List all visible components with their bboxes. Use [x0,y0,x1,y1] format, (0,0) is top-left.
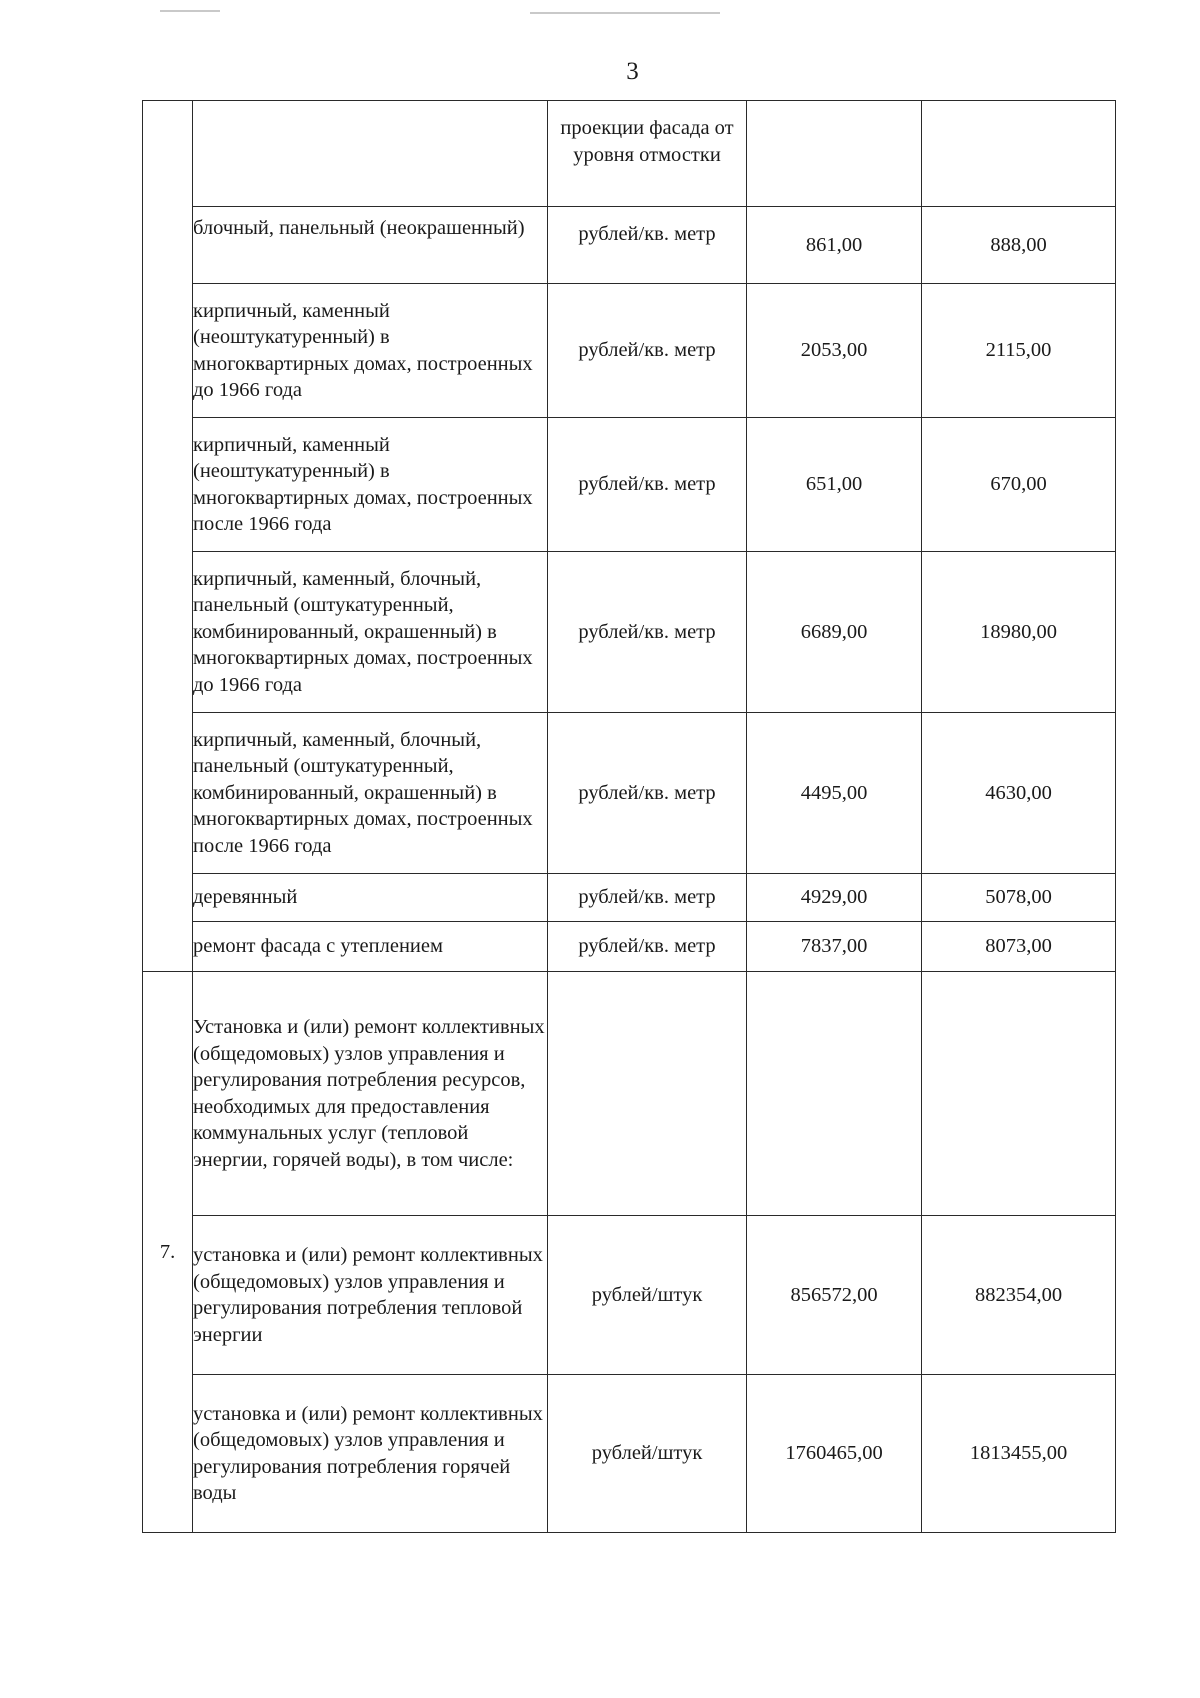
unit-cell [548,972,747,1216]
unit-cell: рублей/кв. метр [548,207,747,284]
table-row [143,972,1116,1216]
unit-cell: проекции фасада от уровня отмостки [548,101,747,207]
unit-cell: рублей/кв. метр [548,284,747,418]
work-name-cell: кирпичный, каменный (неоштукатуренный) в многоквартирных домах, построенных до 1966 года [193,284,548,418]
value-cell-1: 1760465,00 [747,1375,922,1533]
table-row [143,713,1116,874]
table-row [143,1375,1116,1533]
work-name-cell: кирпичный, каменный (неоштукатуренный) в многоквартирных домах, построенных после 1966 года [193,418,548,552]
value-cell-2: 2115,00 [922,284,1116,418]
value-cell-2: 5078,00 [922,874,1116,922]
value-cell-2: 888,00 [922,207,1116,284]
table-row [143,1216,1116,1375]
work-name-cell: кирпичный, каменный, блочный, панельный (оштукатуренный, комбинированный, окрашенный) в многоквартирных домах, построенных до 1966 года [193,552,548,713]
table-row [143,284,1116,418]
work-name-cell: блочный, панельный (неокрашенный) [193,207,548,284]
value-cell-1: 7837,00 [747,922,922,972]
value-cell-2: 4630,00 [922,713,1116,874]
work-name-cell [193,101,548,207]
value-cell-1: 651,00 [747,418,922,552]
value-cell-1: 2053,00 [747,284,922,418]
value-cell-2 [922,101,1116,207]
table-row [143,552,1116,713]
work-name-cell: установка и (или) ремонт коллективных (общедомовых) узлов управления и регулирования потребления горячей воды [193,1375,548,1533]
unit-cell: рублей/кв. метр [548,713,747,874]
unit-cell: рублей/кв. метр [548,418,747,552]
value-cell-2: 882354,00 [922,1216,1116,1375]
table-row [143,418,1116,552]
row-number-cell: 7. [143,972,193,1533]
work-name-cell: кирпичный, каменный, блочный, панельный (оштукатуренный, комбинированный, окрашенный) в многоквартирных домах, построенных после 1966 года [193,713,548,874]
tariff-table [142,100,1116,1533]
work-name-cell: установка и (или) ремонт коллективных (общедомовых) узлов управления и регулирования потребления тепловой энергии [193,1216,548,1375]
scan-artifact [160,10,220,12]
value-cell-2: 18980,00 [922,552,1116,713]
value-cell-2: 670,00 [922,418,1116,552]
scan-artifact [530,12,720,14]
table-row [143,922,1116,972]
unit-cell: рублей/кв. метр [548,874,747,922]
value-cell-2: 8073,00 [922,922,1116,972]
unit-cell: рублей/кв. метр [548,922,747,972]
table-row [143,101,1116,207]
table-row [143,207,1116,284]
work-name-cell: Установка и (или) ремонт коллективных (общедомовых) узлов управления и регулирования потребления ресурсов, необходимых для предоставления коммунальных услуг (тепловой энергии, горячей воды), в том числе: [193,972,548,1216]
value-cell-1: 4495,00 [747,713,922,874]
value-cell-1 [747,972,922,1216]
value-cell-1: 4929,00 [747,874,922,922]
value-cell-1: 6689,00 [747,552,922,713]
unit-cell: рублей/штук [548,1216,747,1375]
unit-cell: рублей/штук [548,1375,747,1533]
value-cell-2 [922,972,1116,1216]
value-cell-1 [747,101,922,207]
work-name-cell: деревянный [193,874,548,922]
unit-cell: рублей/кв. метр [548,552,747,713]
value-cell-1: 856572,00 [747,1216,922,1375]
value-cell-1: 861,00 [747,207,922,284]
page-number: 3 [626,58,639,85]
table-row [143,874,1116,922]
row-number-cell [143,101,193,972]
value-cell-2: 1813455,00 [922,1375,1116,1533]
work-name-cell: ремонт фасада с утеплением [193,922,548,972]
